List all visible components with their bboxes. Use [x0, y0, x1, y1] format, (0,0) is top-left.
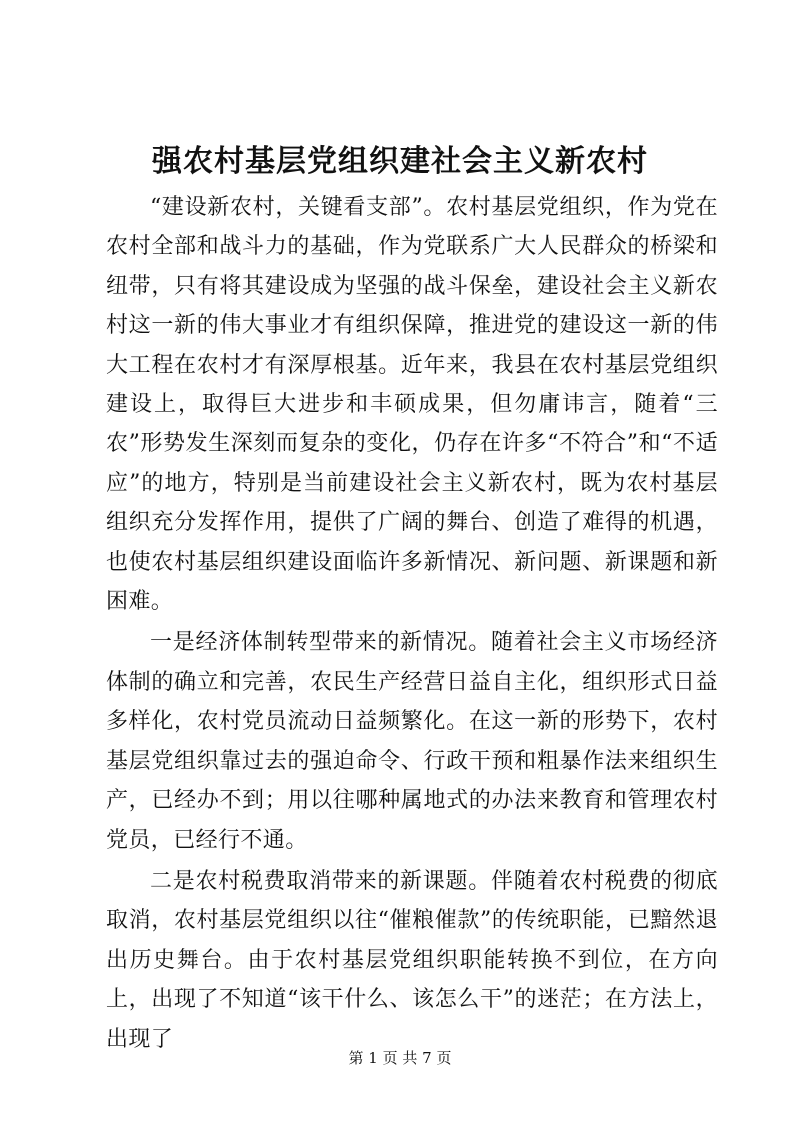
document-title: 强农村基层党组织建社会主义新农村 — [152, 144, 648, 179]
paragraph-economic-system: 一是经济体制转型带来的新情况。随着社会主义市场经济体制的确立和完善，农民生产经营日益自主化，组织形式日益多样化，农村党员流动日益频繁化。在这一新的形势下，农村基层党组织靠过去的强迫命令、行政干预和粗暴作法来组织生产，已经办不到；用以往哪种属地式的办法来教育和管理农村党员，已经行不通。 — [106, 630, 718, 853]
paragraph-intro: “建设新农村，关键看支部”。农村基层党组织，作为党在农村全部和战斗力的基础，作为党联系广大人民群众的桥梁和纽带，只有将其建设成为坚强的战斗保垒，建设社会主义新农村这一新的伟大事业才有组织保障，推进党的建设这一新的伟大工程在农村才有深厚根基。近年来，我县在农村基层党组织建设上，取得巨大进步和丰硕成果，但勿庸讳言，随着“三农”形势发生深刻而复杂的变化，仍存在许多“不符合”和“不适应”的地方，特别是当前建设社会主义新农村，既为农村基层组织充分发挥作用，提供了广阔的舞台、创造了难得的机遇，也使农村基层组织建设面临许多新情况、新问题、新课题和新困难。 — [106, 195, 718, 615]
paragraph-tax-reform: 二是农村税费取消带来的新课题。伴随着农村税费的彻底取消，农村基层党组织以往“催粮催款”的传统职能，已黯然退出历史舞台。由于农村基层党组织职能转换不到位，在方向上，出现了不知道“该干什么、该怎么干”的迷茫；在方法上，出现了 — [106, 868, 718, 1052]
page-footer: 第 1 页 共 7 页 — [348, 1049, 452, 1067]
document-body — [106, 188, 718, 1059]
